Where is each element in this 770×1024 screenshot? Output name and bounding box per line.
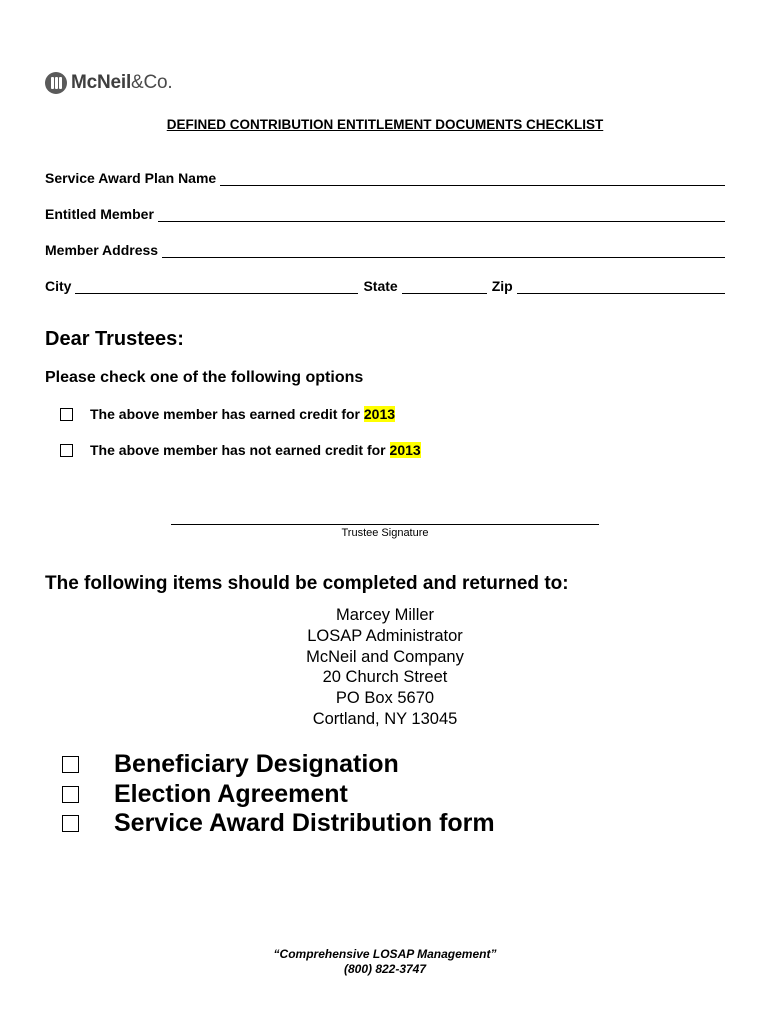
footer	[0, 947, 770, 977]
logo-text: McNeil&Co.	[71, 72, 173, 93]
salutation: Dear Trustees:	[45, 328, 184, 350]
checkbox-icon[interactable]	[60, 444, 73, 457]
address-line: McNeil and Company	[306, 647, 464, 666]
member-address-line[interactable]	[162, 243, 725, 258]
return-address	[0, 605, 770, 730]
city-state-zip-row	[45, 276, 725, 294]
checklist-item-distribution[interactable]	[62, 808, 495, 838]
checklist-item-label: Election Agreement	[114, 779, 348, 808]
instruction: Please check one of the following options	[45, 369, 364, 386]
address-line: Marcey Miller	[335, 606, 435, 624]
zip-line[interactable]	[517, 279, 725, 294]
checkbox-icon[interactable]	[62, 815, 79, 832]
footer-phone: (800) 822-3747	[343, 962, 427, 976]
plan-name-line[interactable]	[220, 171, 725, 186]
option-not-earned[interactable]	[60, 442, 421, 458]
checklist-item-label: Service Award Distribution form	[114, 808, 495, 837]
zip-label: Zip	[491, 278, 513, 294]
address-line: LOSAP Administrator	[307, 626, 463, 645]
checklist-item-beneficiary[interactable]	[62, 749, 399, 779]
footer-tagline: “Comprehensive LOSAP Management”	[273, 947, 497, 961]
checkbox-icon[interactable]	[62, 756, 79, 773]
document-title: DEFINED CONTRIBUTION ENTITLEMENT DOCUMENTS CHECKLIST	[166, 117, 604, 132]
signature-label: Trustee Signature	[341, 527, 429, 539]
checkbox-icon[interactable]	[62, 786, 79, 803]
address-line: 20 Church Street	[322, 668, 448, 687]
member-address-label: Member Address	[45, 242, 159, 258]
state-line[interactable]	[402, 279, 487, 294]
signature-line[interactable]	[171, 524, 599, 525]
company-logo	[45, 71, 173, 95]
option-text: The above member has earned credit for	[90, 406, 360, 422]
address-line: Cortland, NY 13045	[312, 709, 458, 728]
option-text: The above member has not earned credit for	[90, 442, 386, 458]
plan-name-label: Service Award Plan Name	[45, 170, 217, 186]
city-label: City	[45, 278, 72, 294]
return-heading: The following items should be completed and returned to:	[45, 573, 569, 594]
option-year: 2013	[363, 406, 396, 422]
plan-name-field	[45, 168, 725, 186]
logo-mark-icon	[45, 72, 67, 94]
entitled-member-label: Entitled Member	[45, 206, 154, 222]
address-line: PO Box 5670	[335, 689, 435, 708]
checkbox-icon[interactable]	[60, 408, 73, 421]
checklist-item-election[interactable]	[62, 779, 348, 809]
entitled-member-line[interactable]	[158, 207, 725, 222]
city-line[interactable]	[75, 279, 358, 294]
entitled-member-field	[45, 204, 725, 222]
state-label: State	[363, 278, 398, 294]
option-year: 2013	[389, 442, 421, 458]
option-earned[interactable]	[60, 406, 395, 422]
checklist-item-label: Beneficiary Designation	[114, 749, 399, 778]
member-address-field	[45, 240, 725, 258]
